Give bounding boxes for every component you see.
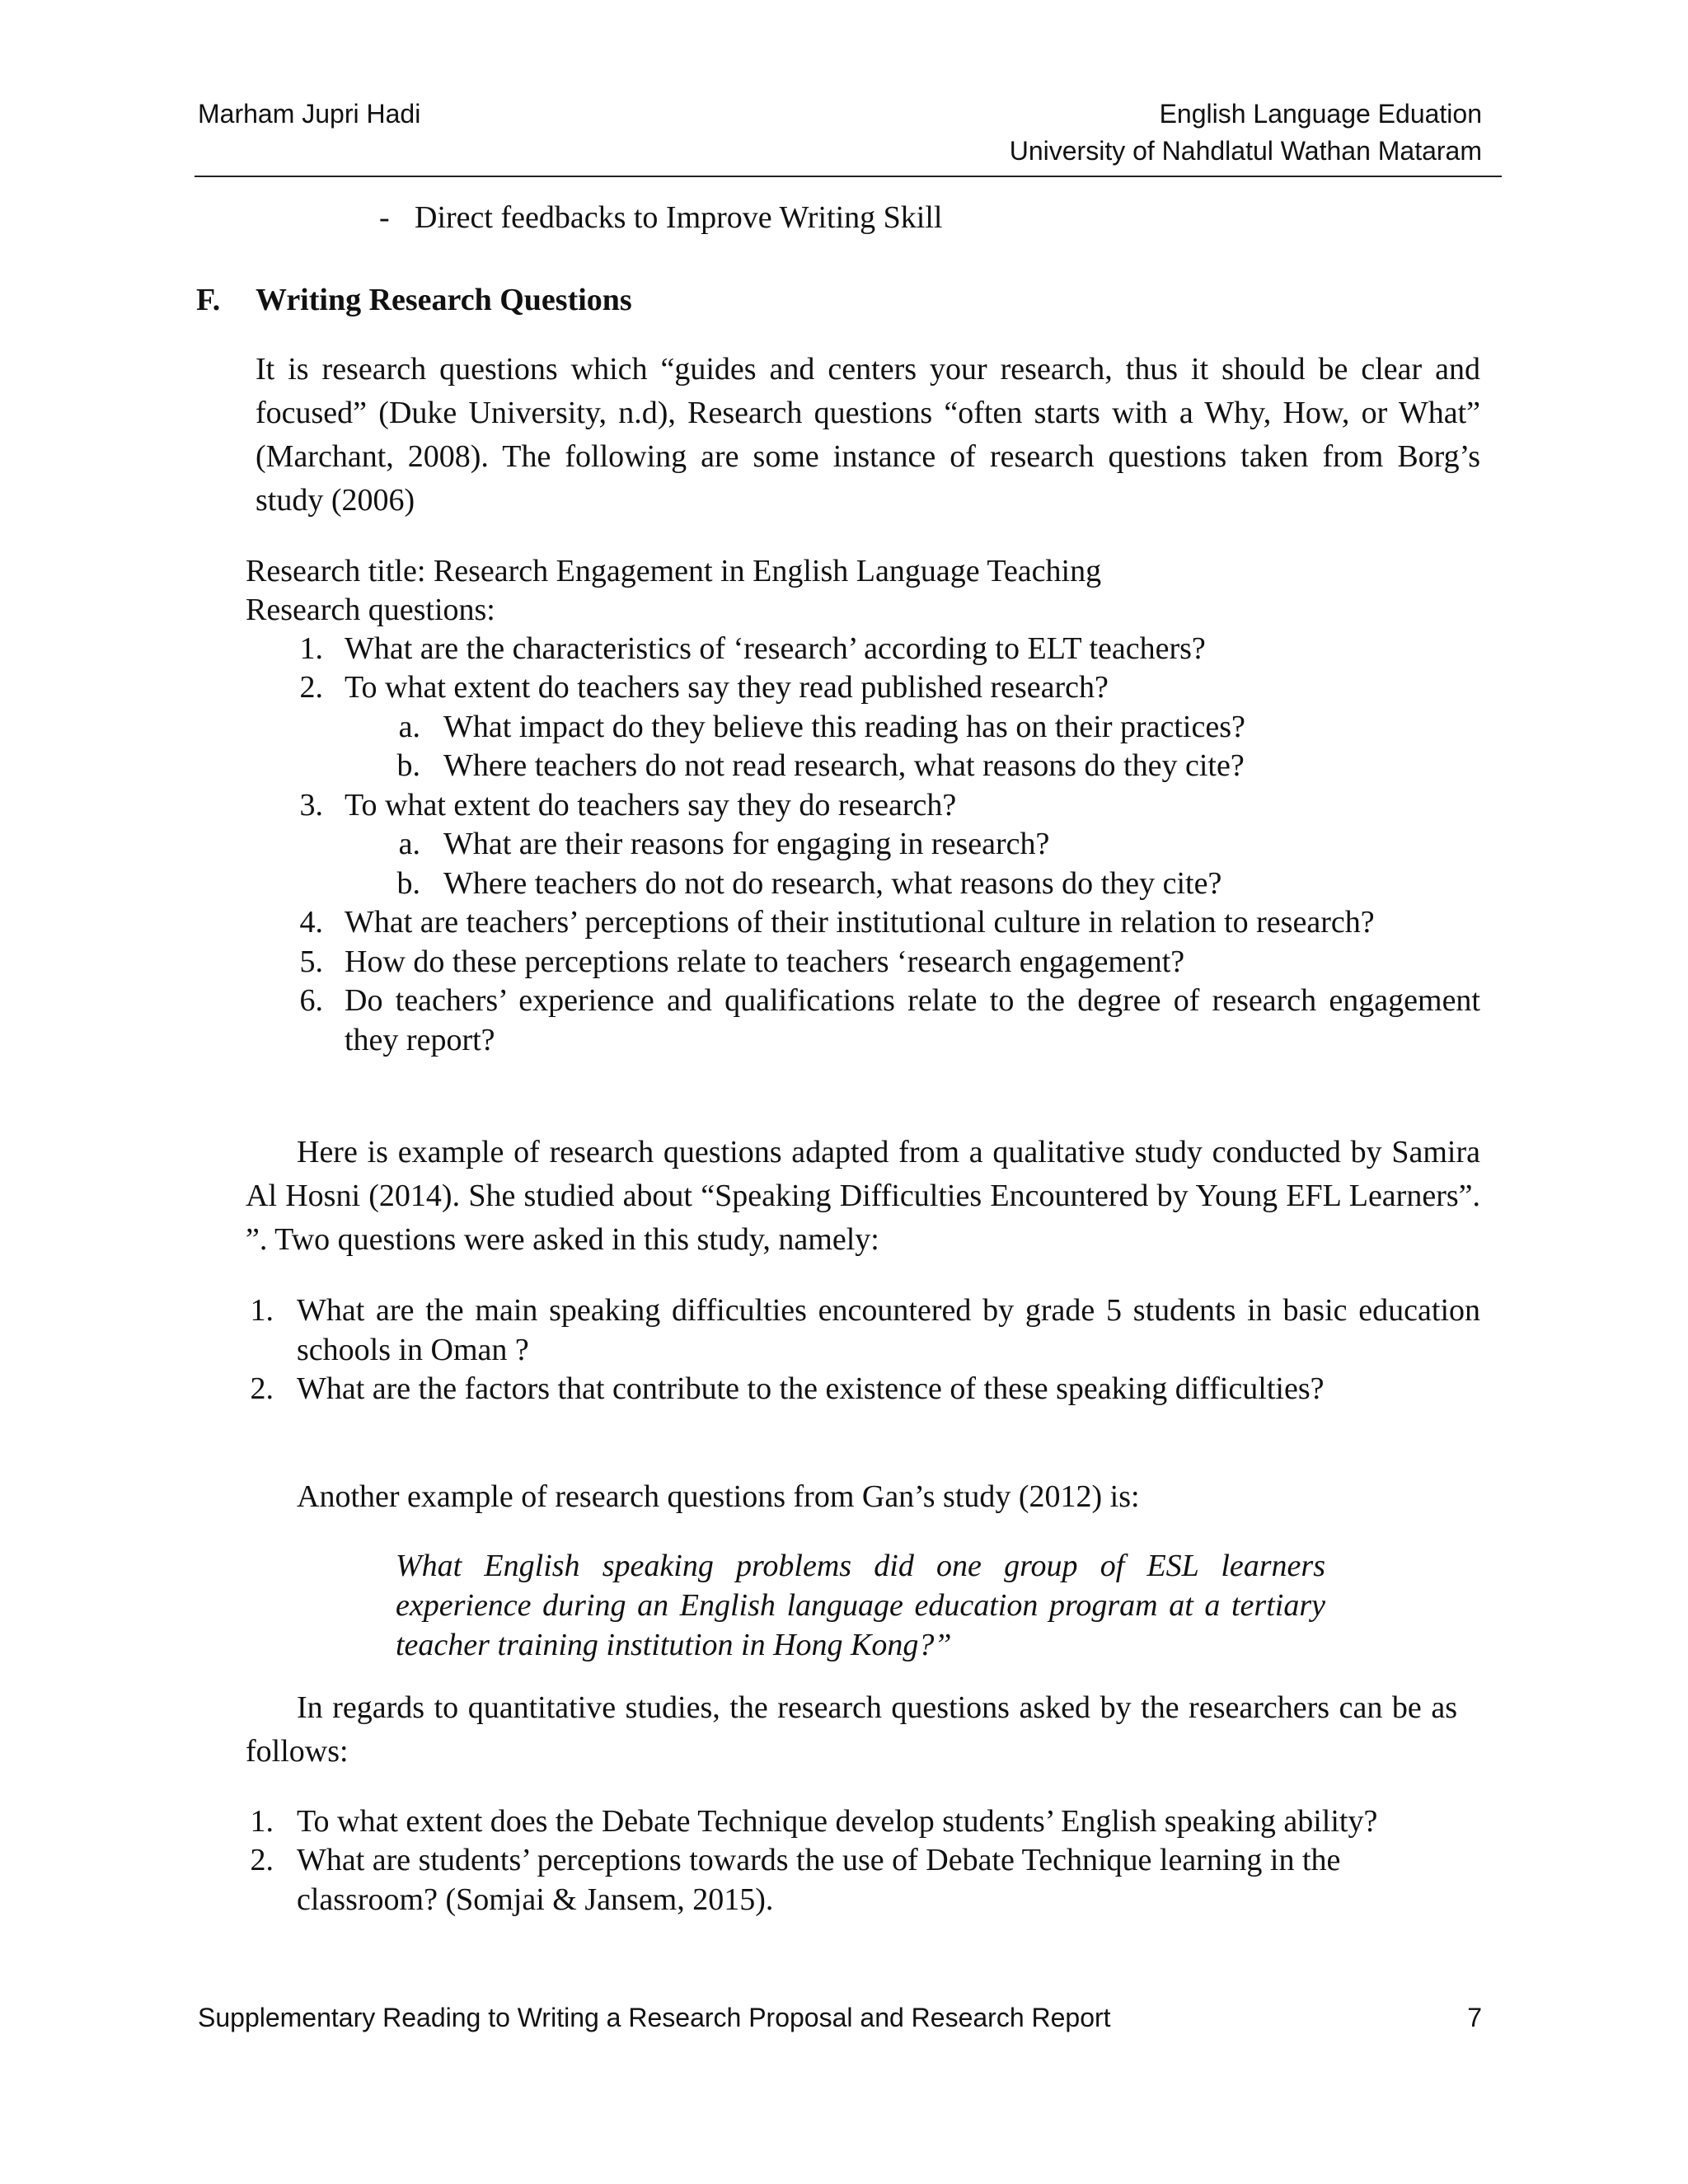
header-department: English Language Eduation <box>1159 99 1482 129</box>
list-number: 2. <box>299 670 323 705</box>
borg-question-2: To what extent do teachers say they read published research? <box>345 670 1109 705</box>
borg-question-5: How do these perceptions relate to teachers ‘research engagement? <box>345 944 1185 979</box>
borg-question-2a: What impact do they believe this reading has on their practices? <box>443 710 1245 744</box>
research-questions-label: Research questions: <box>246 593 495 627</box>
list-letter: b. <box>396 866 420 901</box>
list-letter: b. <box>396 748 420 783</box>
quant-paragraph: In regards to quantitative studies, the research questions asked by the researchers can be as follows: <box>246 1690 1457 1769</box>
hosni-question-2: What are the factors that contribute to the existence of these speaking difficulties? <box>297 1371 1325 1406</box>
list-number: 4. <box>299 905 323 940</box>
research-title: Research title: Research Engagement in English Language Teaching <box>246 554 1102 588</box>
list-number: 1. <box>299 631 323 666</box>
list-number: 1. <box>250 1293 274 1328</box>
borg-question-3b: Where teachers do not do research, what reasons do they cite? <box>443 866 1222 901</box>
hosni-question-1: What are the main speaking difficulties encountered by grade 5 students in basic education schools in Oman ? <box>297 1293 1480 1367</box>
top-bullet-dash: - <box>379 200 390 235</box>
section-letter: F. <box>196 283 221 317</box>
page-number: 7 <box>1467 2003 1482 2032</box>
top-bullet-text: Direct feedbacks to Improve Writing Skill <box>415 200 943 235</box>
list-number: 5. <box>299 944 323 979</box>
list-number: 2. <box>250 1371 274 1406</box>
borg-question-3: To what extent do teachers say they do research? <box>345 788 957 823</box>
borg-question-4: What are teachers’ perceptions of their institutional culture in relation to research? <box>345 905 1375 940</box>
gan-quote: What English speaking problems did one group of ESL learners experience during an English language education program at a tertiary teacher training institution in Hong Kong?” <box>396 1549 1325 1662</box>
list-number: 3. <box>299 788 323 823</box>
gan-intro: Another example of research questions from Gan’s study (2012) is: <box>297 1479 1140 1514</box>
intro-paragraph: It is research questions which “guides and centers your research, thus it should be clear and focused” (Duke University, n.d), Research questions “often starts with a Why, How, or What” (Marchant, 2008). The following are some instance of research questions taken from Borg’s study (2006) <box>256 352 1480 518</box>
section-title: Writing Research Questions <box>256 283 632 317</box>
list-number: 6. <box>299 983 323 1018</box>
quant-question-2: What are students’ perceptions towards the use of Debate Technique learning in the classroom? (Somjai & Jansem, 2015). <box>297 1843 1341 1917</box>
header-university: University of Nahdlatul Wathan Mataram <box>1009 136 1482 166</box>
hosni-paragraph: Here is example of research questions adapted from a qualitative study conducted by Samira Al Hosni (2014). She studied about “Speaking Difficulties Encountered by Young EFL Learners”. ”. Two questions were asked in this study, namely: <box>246 1135 1480 1257</box>
list-number: 1. <box>250 1804 274 1839</box>
list-number: 2. <box>250 1843 274 1877</box>
header-rule <box>195 176 1502 177</box>
borg-question-2b: Where teachers do not read research, what reasons do they cite? <box>443 748 1245 783</box>
list-letter: a. <box>398 827 420 861</box>
borg-question-3a: What are their reasons for engaging in research? <box>443 827 1050 861</box>
borg-question-6: Do teachers’ experience and qualifications relate to the degree of research engagement they report? <box>345 983 1480 1057</box>
header-author: Marham Jupri Hadi <box>198 99 421 129</box>
list-letter: a. <box>398 710 420 744</box>
borg-question-1: What are the characteristics of ‘research’ according to ELT teachers? <box>345 631 1206 666</box>
footer-title: Supplementary Reading to Writing a Research Proposal and Research Report <box>198 2003 1111 2032</box>
quant-question-1: To what extent does the Debate Technique develop students’ English speaking ability? <box>297 1804 1378 1839</box>
